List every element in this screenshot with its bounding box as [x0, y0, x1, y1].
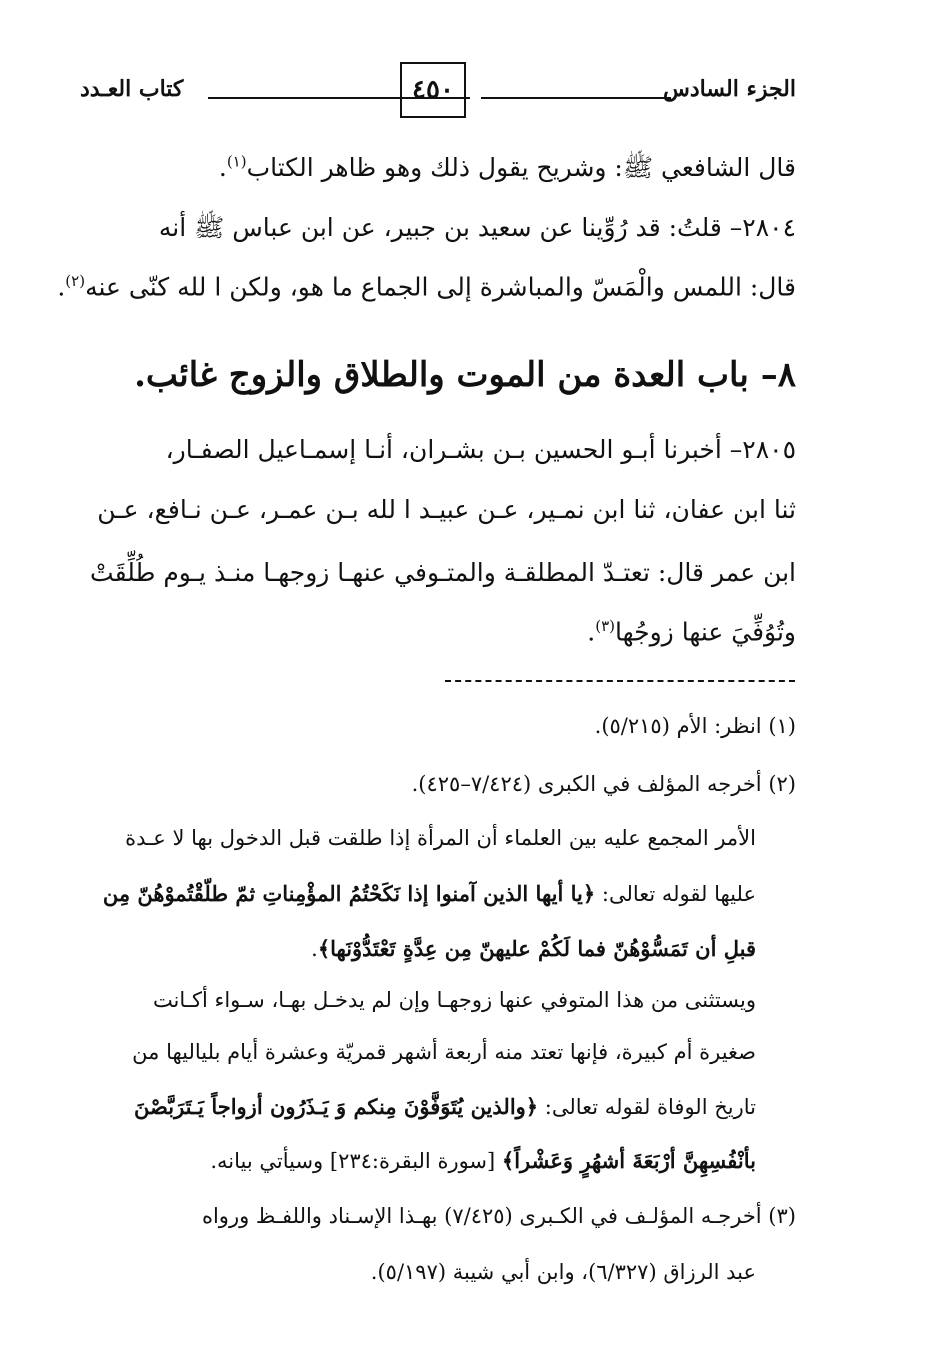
page-number: ٤٥٠	[400, 62, 466, 118]
body-line: ثنا ابن عفان، ثنا ابن نمـير، عـن عبيـد ا لله بـن عمـر، عـن نـافع، عـن	[97, 495, 796, 524]
section-heading: ٨– باب العدة من الموت والطلاق والزوج غائب.	[134, 355, 796, 395]
footnote-1: (١) انظر: الأم (٥/٢١٥).	[594, 714, 796, 738]
volume-title: الجزء السادس	[663, 76, 796, 102]
footnote-3: (٣) أخرجـه المؤلـف في الكـبرى (٧/٤٢٥) بهـذا الإسـناد واللفـظ ورواه	[201, 1204, 796, 1228]
footnote-2-text: قبلِ أن تَمَسُّوْهُنّ فما لَكُمْ عليهنّ مِن عِدَّةٍ تَعْتَدُّوْنَها﴾.	[311, 936, 756, 961]
body-line: ابن عمر قال: تعتـدّ المطلقـة والمتـوفي عنهـا زوجهـا منـذ يـوم طُلِّقَتْ	[90, 558, 796, 587]
footnote-2-text: صغيرة أم كبيرة، فإنها تعتد منه أربعة أشهر قمريّة وعشرة أيام بلياليها من	[132, 1040, 756, 1064]
header-rule-right	[481, 97, 671, 99]
body-line: وتُوُفِّيَ عنها زوجُها$^{(٣)}$.	[587, 617, 796, 647]
footnote-ref: (١)	[226, 152, 247, 171]
quran-quote: ﴿والذين يُتَوَفَّوْنَ مِنكم وَ يَـذَرُون أزواجاً يَـتَرَبَّصْنَ	[134, 1094, 539, 1119]
footnote-2: (٢) أخرجه المؤلف في الكبرى (٧/٤٢٤–٤٢٥).	[411, 772, 796, 796]
body-line: قال الشافعي ﷺ: وشريح يقول ذلك وهو ظاهر الكتاب$^{(١)}$.	[218, 152, 796, 182]
page-header	[80, 62, 796, 122]
footnote-3-text: عبد الرزاق (٦/٣٢٧)، وابن أبي شيبة (٥/١٩٧).	[370, 1260, 756, 1284]
footnote-2-text: تاريخ الوفاة لقوله تعالى: ﴿والذين يُتَوَفَّوْنَ مِنكم وَ يَـذَرُون أزواجاً يَـتَرَبَّصْنَ	[134, 1094, 756, 1119]
footnote-2-text: ويستثنى من هذا المتوفي عنها زوجهـا وإن لم يدخـل بهـا، سـواء أكـانت	[152, 988, 756, 1012]
body-line: قال: اللمس والْمَسّ والمباشرة إلى الجماع ما هو، ولكن ا لله كنّى عنه$^{(٢)}$.	[57, 272, 796, 302]
quran-quote: ﴿يا أيها الذين آمنوا إذا نَكَحْتُمُ المؤْمِناتِ ثمّ طلّقْتُموْهُنّ مِن	[102, 881, 596, 906]
footnote-ref: (٢)	[65, 272, 86, 290]
book-title: كتاب العـدد	[80, 76, 184, 102]
footnote-ref: (٣)	[595, 617, 616, 635]
footnote-2-text: الأمر المجمع عليه بين العلماء أن المرأة إذا طلقت قبل الدخول بها لا عـدة	[125, 826, 756, 850]
footnote-2-text: بأنْفُسِهِنَّ أرْبَعَةَ أشهُرٍ وَعَشْراً﴾ [سورة البقرة:٢٣٤] وسيأتي بيانه.	[210, 1148, 756, 1173]
body-line: ٢٨٠٤– قلتُ: قد رُوِّينا عن سعيد بن جبير، عن ابن عباس ﷺ أنه	[158, 213, 796, 242]
body-line: ٢٨٠٥– أخبرنا أبـو الحسين بـن بشـران، أنـا إسمـاعيل الصفـار،	[165, 435, 796, 464]
footnote-divider	[445, 680, 795, 682]
quran-quote: قبلِ أن تَمَسُّوْهُنّ فما لَكُمْ عليهنّ مِن عِدَّةٍ تَعْتَدُّوْنَها﴾	[317, 936, 756, 961]
footnote-2-text: عليها لقوله تعالى: ﴿يا أيها الذين آمنوا إذا نَكَحْتُمُ المؤْمِناتِ ثمّ طلّقْتُموْهُنّ مِن	[102, 881, 756, 906]
header-rule-left	[208, 97, 470, 99]
quran-quote: بأنْفُسِهِنَّ أرْبَعَةَ أشهُرٍ وَعَشْراً﴾	[501, 1148, 756, 1173]
